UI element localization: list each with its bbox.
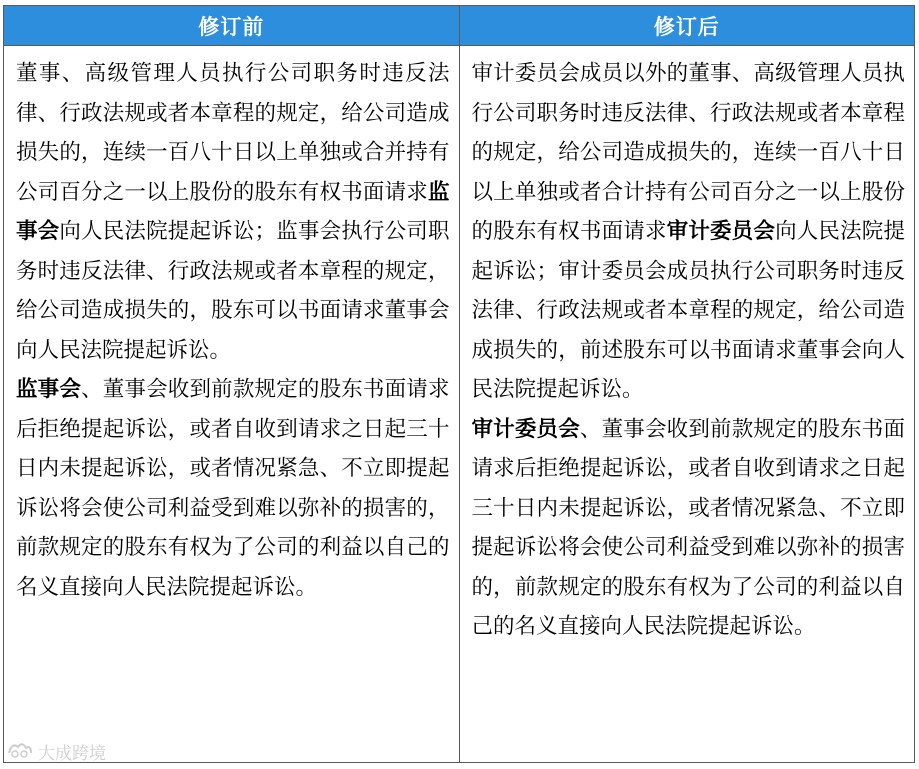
after-p2-text-b: 、董事会收到前款规定的股东书面请求后拒绝提起诉讼，或者自收到请求之日起三十日内未提起诉讼，或者情况紧急、不立即提起诉讼将会使公司利益受到难以弥补的损害的，前款规定的股东有权为了公司的利益以自己的名义直接向人民法院提起诉讼。 (471, 416, 905, 639)
before-p1-text-a: 董事、高级管理人员执行公司职务时违反法律、行政法规或者本章程的规定，给公司造成损失的，连续一百八十日以上单独或合并持有公司百分之一以上股份的股东有权书面请求 (16, 61, 450, 205)
table-header-row (4, 6, 914, 46)
before-paragraph-1 (16, 54, 450, 370)
after-p2-bold: 审计委员会 (471, 416, 580, 442)
after-paragraph-2 (472, 410, 906, 647)
header-after: 修订后 (459, 6, 915, 45)
after-paragraph-1 (472, 54, 906, 410)
before-p2-text-b: 、董事会收到前款规定的股东书面请求后拒绝提起诉讼，或者自收到请求之日起三十日内未提起诉讼，或者情况紧急、不立即提起诉讼将会使公司利益受到难以弥补的损害的，前款规定的股东有权为了公司的利益以自己的名义直接向人民法院提起诉讼。 (16, 377, 450, 600)
cell-after (459, 46, 915, 762)
before-p1-bold: 监事会 (16, 179, 450, 244)
watermark (6, 738, 106, 765)
after-p1-bold: 审计委员会 (666, 219, 776, 244)
header-before: 修订前 (198, 14, 265, 39)
before-p2-bold: 监事会 (16, 377, 82, 402)
watermark-text: 大成跨境 (38, 744, 106, 764)
watermark-logo-icon (6, 738, 34, 765)
before-p1-text-c: 向人民法院提起诉讼；监事会执行公司职务时违反法律、行政法规或者本章程的规定，给公司造成损失的，股东可以书面请求董事会向人民法院提起诉讼。 (16, 219, 450, 363)
after-p1-text-a: 审计委员会成员以外的董事、高级管理人员执行公司职务时违反法律、行政法规或者本章程的规定，给公司造成损失的，连续一百八十日以上单独或者合计持有公司百分之一以上股份的股东有权书面请求 (471, 61, 905, 244)
before-paragraph-2 (16, 370, 450, 607)
comparison-table (3, 5, 915, 763)
after-p1-text-c: 向人民法院提起诉讼；审计委员会成员执行公司职务时违反法律、行政法规或者本章程的规定，给公司造成损失的，前述股东可以书面请求董事会向人民法院提起诉讼。 (471, 219, 905, 402)
cell-before (4, 46, 459, 762)
table-body-row (4, 46, 914, 762)
